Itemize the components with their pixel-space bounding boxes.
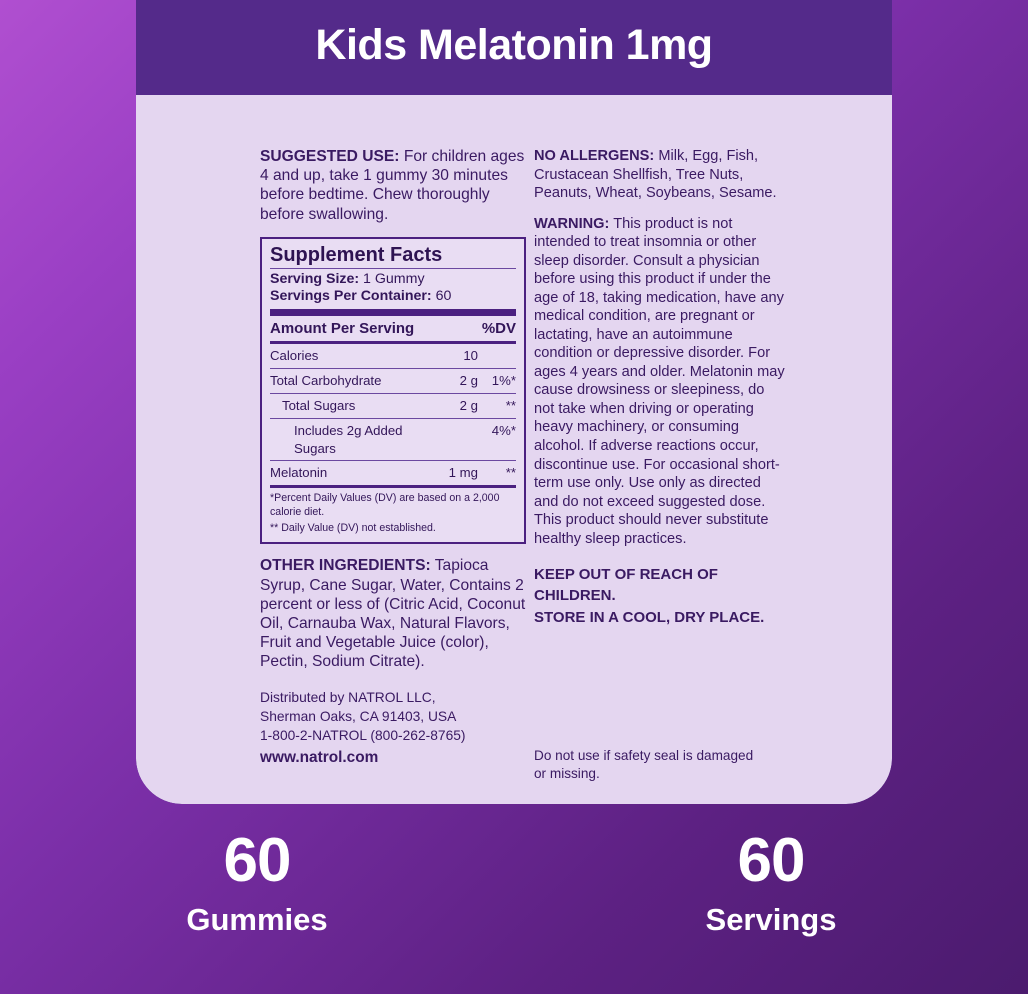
nutrient-name: Calories <box>270 348 319 364</box>
nutrient-name: Total Sugars <box>282 397 356 413</box>
right-column <box>534 147 786 628</box>
divider-thin-3 <box>270 393 516 394</box>
keep-out-of-reach-block <box>534 564 786 628</box>
allergens-text: Milk, Egg, Fish, Crustacean Shellfish, Tree Nuts, Peanuts, Wheat, Soybeans, Sesame. <box>534 148 777 202</box>
keep-out-line-1: KEEP OUT OF REACH OF CHILDREN. <box>534 566 718 605</box>
stat-servings-number: 60 <box>737 826 805 895</box>
other-ingredients-block <box>260 556 532 671</box>
table-row <box>270 371 516 391</box>
stat-servings-caption: Servings <box>705 902 837 937</box>
website-link[interactable]: www.natrol.com <box>260 748 379 766</box>
dv-header: %DV <box>481 320 516 338</box>
supplement-facts-title: Supplement Facts <box>270 243 443 266</box>
safety-seal-note <box>534 747 774 784</box>
divider-thick <box>270 309 516 316</box>
nutrient-amount: 1 mg <box>448 465 478 481</box>
table-row <box>270 396 516 416</box>
safety-seal-line-2: or missing. <box>534 766 600 782</box>
label-body <box>136 95 892 804</box>
storage-line: STORE IN A COOL, DRY PLACE. <box>534 608 765 626</box>
distributor-line-1: Distributed by NATROL LLC, <box>260 689 436 705</box>
nutrient-dv: 1%* <box>491 373 516 389</box>
serving-size-label: Serving Size: <box>270 270 360 287</box>
nutrient-amount: 10 <box>463 348 478 364</box>
allergens-block <box>534 147 786 203</box>
table-row <box>270 463 516 483</box>
table-row <box>270 421 516 459</box>
warning-block <box>534 215 786 549</box>
nutrient-dv: ** <box>505 465 516 481</box>
serving-size-line <box>270 271 516 288</box>
suggested-use-label: SUGGESTED USE: <box>260 148 400 165</box>
footnote-2: ** Daily Value (DV) not established. <box>270 521 436 534</box>
divider-thin-4 <box>270 418 516 419</box>
supplement-facts-panel <box>260 237 526 545</box>
other-ingredients-text: Tapioca Syrup, Cane Sugar, Water, Contains 2 percent or less of (Citric Acid, Coconut Oil, Carnauba Wax, Natural Flavors, Fruit and Vegetable Juice (color), Pectin, Sodium Citrate). <box>260 557 526 671</box>
warning-text: This product is not intended to treat insomnia or other sleep disorder. Consult a physician before using this product if under the age of 18, taking medication, have any medical condition, are pregnant or lactating, have an autoimmune condition or depressive disorder. For ages 4 years and older. Melatonin may cause drowsiness or sleepiness, do not take when driving or operating heavy machinery, or consuming alcohol. If adverse reactions occur, discontinue use. For occasional short-term use only. Use only as directed and do not exceed suggested dose. This product should never substitute healthy sleep practices. <box>534 215 785 547</box>
nutrient-amount: 2 g <box>459 373 478 389</box>
divider-medium-2 <box>270 485 516 488</box>
nutrient-name: Melatonin <box>270 465 328 481</box>
servings-per-container-value: 60 <box>431 288 452 304</box>
nutrient-dv: 4%* <box>491 422 516 438</box>
left-column <box>260 147 532 768</box>
amount-per-serving-header: Amount Per Serving <box>270 320 415 338</box>
stats-row <box>0 826 1028 937</box>
page-title: Kids Melatonin 1mg <box>315 21 713 69</box>
divider-thin-5 <box>270 460 516 461</box>
stat-servings <box>514 826 1028 937</box>
divider-thin-2 <box>270 368 516 369</box>
label-card <box>136 0 892 804</box>
distributor-phone: 1-800-2-NATROL (800-262-8765) <box>260 727 466 743</box>
label-columns <box>136 95 892 804</box>
safety-seal-line-1: Do not use if safety seal is damaged <box>534 748 754 763</box>
footnote-1: *Percent Daily Values (DV) are based on a 2,000 calorie diet. <box>270 492 500 518</box>
stat-gummies-number: 60 <box>223 826 291 895</box>
nutrient-name: Total Carbohydrate <box>270 373 382 389</box>
stat-gummies <box>0 826 514 937</box>
other-ingredients-label: OTHER INGREDIENTS: <box>260 557 431 575</box>
nutrient-name: Includes 2g Added Sugars <box>294 422 403 456</box>
allergens-label: NO ALLERGENS: <box>534 148 655 164</box>
serving-size-value: 1 Gummy <box>359 270 425 287</box>
nutrient-dv: ** <box>505 397 516 413</box>
servings-per-container-line <box>270 288 516 305</box>
amount-per-serving-header-row <box>270 319 516 339</box>
distributor-block <box>260 688 532 768</box>
suggested-use-block <box>260 147 532 224</box>
servings-per-container-label: Servings Per Container: <box>270 288 432 304</box>
suggested-use-text: For children ages 4 and up, take 1 gummy 30 minutes before bedtime. Chew thoroughly before swallowing. <box>260 148 525 223</box>
label-title-bar <box>136 0 892 95</box>
stat-gummies-caption: Gummies <box>186 902 328 937</box>
distributor-line-2: Sherman Oaks, CA 91403, USA <box>260 708 457 724</box>
table-row <box>270 346 516 366</box>
divider-medium <box>270 341 516 344</box>
divider-thin-1 <box>270 268 516 269</box>
warning-label: WARNING: <box>534 215 610 232</box>
nutrient-amount: 2 g <box>459 397 478 413</box>
